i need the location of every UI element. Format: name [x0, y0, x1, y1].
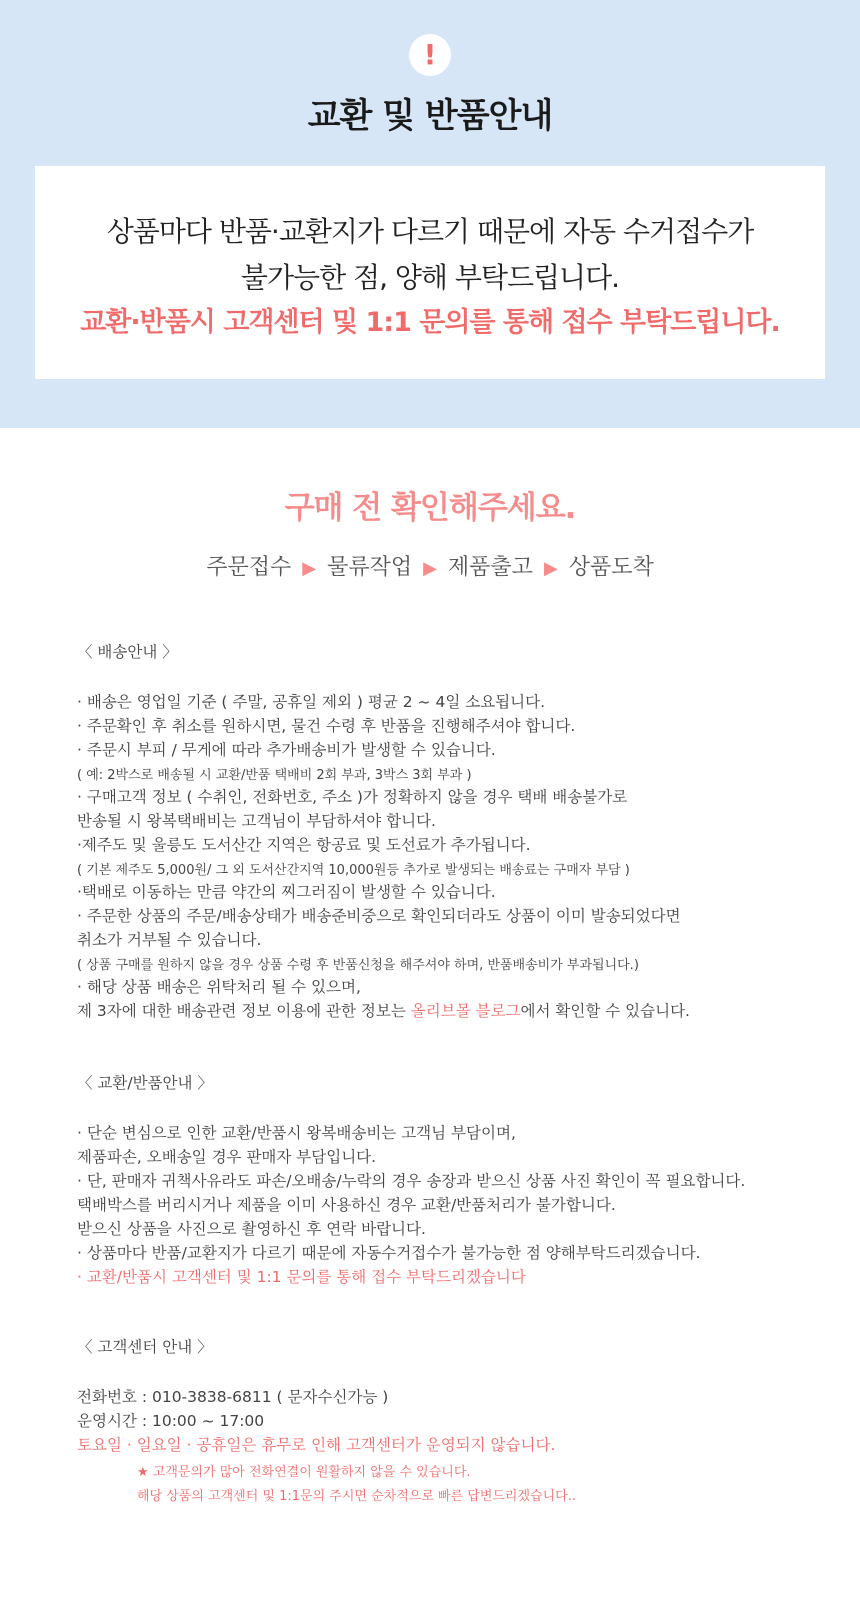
support-heading: 〈 고객센터 안내 〉	[77, 1338, 213, 1356]
shipping-line: ( 예: 2박스로 배송될 시 교환/반품 택배비 2회 부과, 3박스 3회 부과 )	[77, 768, 472, 783]
alert-icon: !	[409, 34, 451, 76]
shipping-line: ·제주도 및 울릉도 도서산간 지역은 항공료 및 도선료가 추가됩니다.	[77, 836, 531, 854]
exchange-highlight: · 교환/반품시 고객센터 및 1:1 문의를 통해 접수 부탁드리겠습니다	[77, 1268, 526, 1286]
support-note: ★ 고객문의가 많아 전화연결이 원활하지 않을 수 있습니다.	[137, 1465, 471, 1480]
shipping-line: · 구매고객 정보 ( 수취인, 전화번호, 주소 )가 정확하지 않을 경우 택배 배송불가로	[77, 788, 628, 806]
shipping-line: · 해당 상품 배송은 위탁처리 될 수 있으며,	[77, 978, 361, 996]
shipping-line: 반송될 시 왕복택배비는 고객님이 부담하셔야 합니다.	[77, 812, 436, 830]
exchange-line: · 단순 변심으로 인한 교환/반품시 왕복배송비는 고객님 부담이며,	[77, 1124, 516, 1142]
support-hours: 운영시간 : 10:00 ~ 17:00	[77, 1412, 265, 1430]
flow-step: 주문접수	[206, 555, 292, 580]
notice-line: 불가능한 점, 양해 부탁드립니다.	[240, 261, 620, 294]
support-note: 해당 상품의 고객센터 및 1:1문의 주시면 순차적으로 빠른 답변드리겠습니다..	[137, 1489, 576, 1504]
shipping-line	[77, 999, 690, 1021]
arrow-right-icon: ▶	[423, 558, 437, 579]
blog-link[interactable]: 올리브몰 블로그	[410, 1002, 521, 1020]
notice-line: 상품마다 반품·교환지가 다르기 때문에 자동 수거접수가	[106, 215, 754, 248]
exchange-line: 받으신 상품을 사진으로 촬영하신 후 연락 바랍니다.	[77, 1220, 426, 1238]
shipping-line: 취소가 거부될 수 있습니다.	[77, 931, 262, 949]
flow-step: 제품출고	[447, 555, 533, 580]
exchange-line: 택배박스를 버리시거나 제품을 이미 사용하신 경우 교환/반품처리가 불가합니다.	[77, 1196, 616, 1214]
exchange-line: · 단, 판매자 귀책사유라도 파손/오배송/누락의 경우 송장과 받으신 상품 사진 확인이 꼭 필요합니다.	[77, 1172, 746, 1190]
shipping-text: 에서 확인할 수 있습니다.	[520, 1002, 690, 1020]
notice-highlight: 교환·반품시 고객센터 및 1:1 문의를 통해 접수 부탁드립니다.	[80, 307, 780, 338]
page-title: 교환 및 반품안내	[307, 96, 553, 136]
shipping-line: · 주문시 부피 / 무게에 따라 추가배송비가 발생할 수 있습니다.	[77, 741, 496, 759]
arrow-right-icon: ▶	[543, 558, 558, 579]
flow-step: 물류작업	[327, 555, 413, 580]
shipping-line: · 배송은 영업일 기준 ( 주말, 공휴일 제외 ) 평균 2 ~ 4일 소요됩니다.	[77, 693, 546, 711]
support-phone: 전화번호 : 010-3838-6811 ( 문자수신가능 )	[77, 1388, 389, 1406]
shipping-line: · 주문확인 후 취소를 원하시면, 물건 수령 후 반품을 진행해주셔야 합니다.	[77, 717, 576, 735]
shipping-line: · 주문한 상품의 주문/배송상태가 배송준비중으로 확인되더라도 상품이 이미 발송되었다면	[77, 907, 681, 925]
shipping-heading: 〈 배송안내 〉	[77, 643, 178, 661]
shipping-line: ( 상품 구매를 원하지 않을 경우 상품 수령 후 반품신청을 해주셔야 하며, 반품배송비가 부과됩니다.)	[77, 958, 639, 973]
shipping-text: 제 3자에 대한 배송관련 정보 이용에 관한 정보는	[77, 1002, 411, 1020]
order-flow	[0, 550, 860, 581]
shipping-line: ( 기본 제주도 5,000원/ 그 외 도서산간지역 10,000원등 추가로 발생되는 배송료는 구매자 부담 )	[77, 863, 630, 878]
notice-box	[35, 166, 825, 379]
flow-step: 상품도착	[568, 555, 654, 580]
exchange-line: 제품파손, 오배송일 경우 판매자 부담입니다.	[77, 1148, 377, 1166]
notice-banner	[0, 0, 860, 428]
support-closed: 토요일 · 일요일 · 공휴일은 휴무로 인해 고객센터가 운영되지 않습니다.	[77, 1436, 556, 1454]
exchange-heading: 〈 교환/반품안내 〉	[77, 1074, 213, 1092]
purchase-title: 구매 전 확인해주세요.	[284, 490, 576, 526]
arrow-right-icon: ▶	[302, 558, 317, 579]
shipping-line: ·택배로 이동하는 만큼 약간의 찌그러짐이 발생할 수 있습니다.	[77, 883, 496, 901]
exchange-line: · 상품마다 반품/교환지가 다르기 때문에 자동수거접수가 불가능한 점 양해부탁드리겠습니다.	[77, 1244, 701, 1262]
